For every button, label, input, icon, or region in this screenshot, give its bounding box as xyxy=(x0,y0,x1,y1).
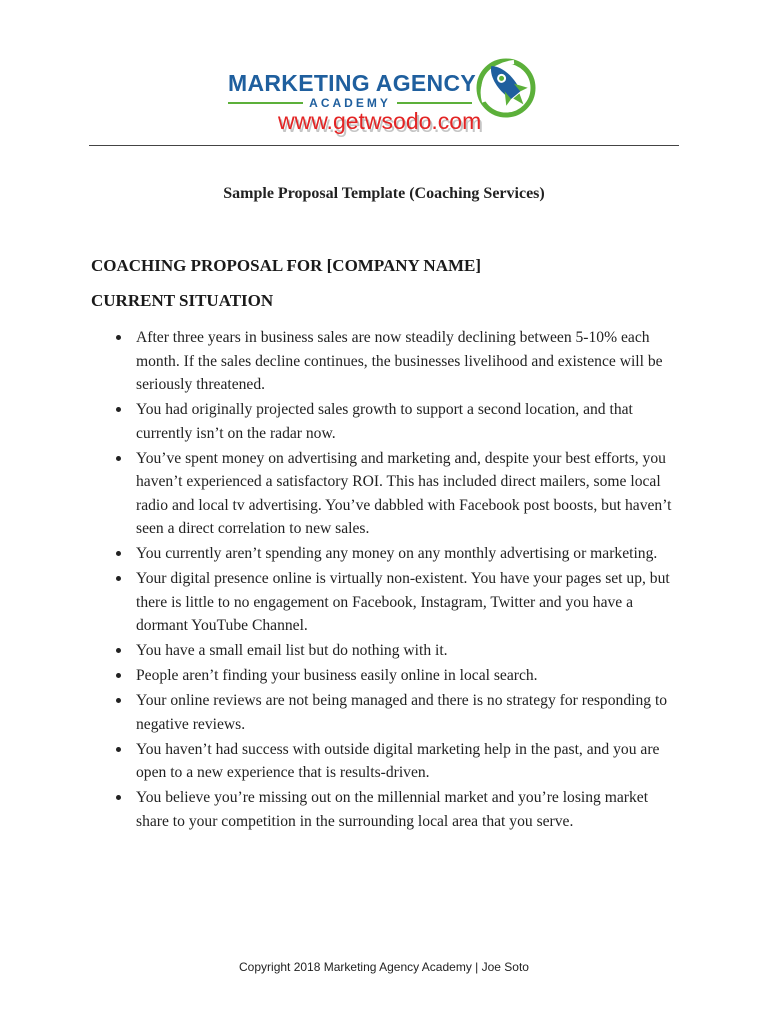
bullet-icon xyxy=(116,673,121,678)
list-item xyxy=(91,689,681,736)
proposal-heading: COACHING PROPOSAL FOR [COMPANY NAME] xyxy=(91,256,482,275)
list-item xyxy=(91,786,681,833)
website-watermark: www.getwsodo.com xyxy=(278,108,482,134)
list-item xyxy=(91,567,681,638)
bullet-text: Your digital presence online is virtually non-existent. You have your pages set up, but there is little to no engagement on Facebook, Instagram, Twitter and you have a dormant YouTube Channel. xyxy=(136,570,670,634)
bullet-icon xyxy=(116,648,121,653)
bullet-icon xyxy=(116,747,121,752)
bullet-text: After three years in business sales are now steadily declining between 5-10% each month. If the sales decline continues, the businesses livelihood and existence will be seriously threatened. xyxy=(136,329,663,393)
bullet-text: You had originally projected sales growth to support a second location, and that currently isn’t on the radar now. xyxy=(136,401,633,442)
bullet-text: Your online reviews are not being managed and there is no strategy for responding to negative reviews. xyxy=(136,692,668,733)
bullet-icon xyxy=(116,456,121,461)
bullet-icon xyxy=(116,407,121,412)
bullet-icon xyxy=(116,698,121,703)
document-title: Sample Proposal Template (Coaching Services) xyxy=(223,185,545,202)
bullet-icon xyxy=(116,551,121,556)
bullet-text: You believe you’re missing out on the millennial market and you’re losing market share to your competition in the surrounding local area that you serve. xyxy=(136,789,649,830)
list-item xyxy=(91,326,681,397)
bullet-icon xyxy=(116,576,121,581)
bullet-text: You have a small email list but do nothing with it. xyxy=(136,642,448,659)
bullet-text: People aren’t finding your business easily online in local search. xyxy=(136,667,538,684)
list-item xyxy=(91,447,681,541)
bullet-text: You haven’t had success with outside digital marketing help in the past, and you are open to a new experience that is results-driven. xyxy=(136,740,660,781)
bullet-text: You’ve spent money on advertising and marketing and, despite your best efforts, you haven’t experienced a satisfactory ROI. This has included direct mailers, some local radio and local tv advertising. You’ve dabbled with Facebook post boosts, but haven’t seen a direct correlation to new sales. xyxy=(136,449,672,537)
list-item xyxy=(91,664,681,688)
list-item xyxy=(91,542,681,566)
list-item xyxy=(91,398,681,445)
logo-name: MARKETING AGENCY xyxy=(228,70,477,96)
list-item xyxy=(91,738,681,785)
situation-bullet-list xyxy=(91,326,681,835)
list-item xyxy=(91,639,681,663)
bullet-icon xyxy=(116,795,121,800)
logo-sub: ACADEMY xyxy=(309,96,391,110)
header-divider xyxy=(89,145,679,146)
current-situation-heading: CURRENT SITUATION xyxy=(91,291,274,310)
bullet-icon xyxy=(116,335,121,340)
logo-line-right xyxy=(397,102,472,104)
copyright-footer: Copyright 2018 Marketing Agency Academy | Joe Soto xyxy=(239,960,529,974)
logo-line-left xyxy=(228,102,303,104)
rocket-icon xyxy=(474,52,542,120)
bullet-text: You currently aren’t spending any money on any monthly advertising or marketing. xyxy=(136,545,658,562)
